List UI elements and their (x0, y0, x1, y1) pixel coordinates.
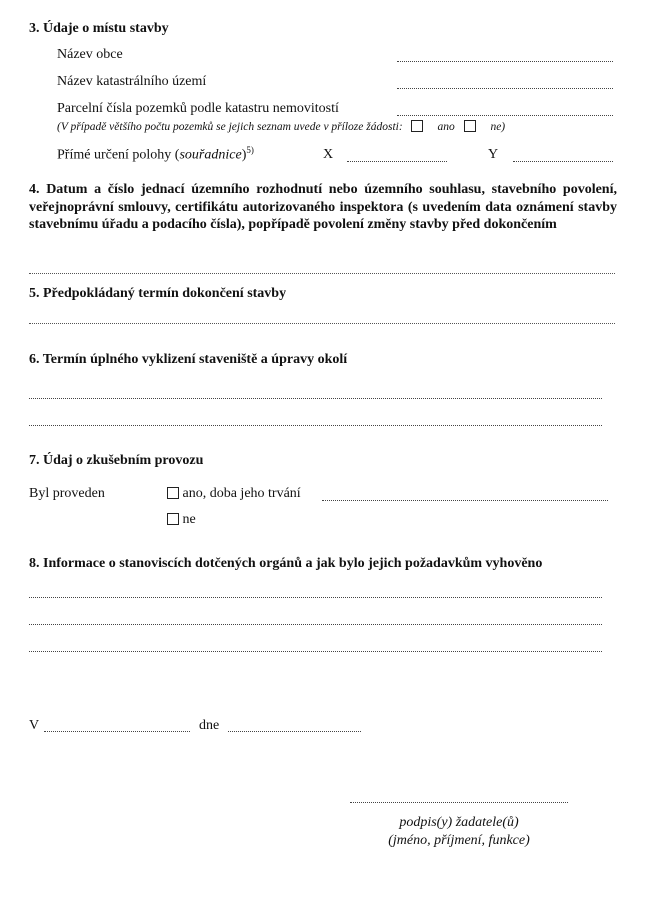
parcel-numbers-label: Parcelní čísla pozemků podle katastru nemovitostí (57, 101, 339, 116)
x-coordinate-field[interactable] (347, 161, 447, 162)
cadastral-area-label: Název katastrálního území (57, 74, 207, 89)
signature-caption: podpis(y) žadatele(ů) (399, 815, 519, 830)
section-6-field-2[interactable] (29, 425, 602, 426)
x-coordinate-label: X (323, 147, 334, 162)
trial-yes-checkbox[interactable] (167, 487, 179, 499)
place-label: V (29, 718, 40, 733)
attachment-no-checkbox[interactable] (464, 120, 476, 132)
section-3-heading: 3. Údaje o místu stavby (29, 21, 169, 36)
section-4-field[interactable] (29, 273, 615, 274)
position-label: Přímé určení polohy (souřadnice)$^{5)}$ (57, 145, 254, 163)
trial-duration-field[interactable] (322, 500, 608, 501)
municipality-label: Název obce (57, 47, 123, 62)
footnote-marker: 5) (246, 145, 254, 155)
date-field[interactable] (228, 731, 361, 732)
section-5-field[interactable] (29, 323, 615, 324)
trial-no-label: ne (182, 512, 196, 527)
y-coordinate-label: Y (488, 147, 499, 162)
signature-field[interactable] (350, 802, 568, 803)
date-label: dne (199, 718, 220, 733)
section-7-heading: 7. Údaj o zkušebním provozu (29, 453, 204, 468)
trial-yes-option (167, 486, 301, 502)
attachment-yes-checkbox[interactable] (411, 120, 423, 132)
trial-operation-label: Byl proveden (29, 486, 105, 501)
parcel-note (57, 120, 505, 133)
section-8-field-3[interactable] (29, 651, 602, 652)
parcel-note-text: (V případě většího počtu pozemků se jejich seznam uvede v příloze žádosti: (57, 121, 403, 133)
signature-caption-details: (jméno, příjmení, funkce) (388, 833, 530, 848)
section-8-field-1[interactable] (29, 597, 602, 598)
parcel-numbers-field[interactable] (397, 115, 613, 116)
section-8-heading: 8. Informace o stanoviscích dotčených orgánů a jak bylo jejich požadavkům vyhověno (29, 556, 543, 571)
section-8-field-2[interactable] (29, 624, 602, 625)
place-field[interactable] (44, 731, 190, 732)
section-4-heading: 4. Datum a číslo jednací územního rozhodnutí nebo územního souhlasu, stavebního povolení, veřejnoprávní smlouvy, certifikátu autorizovaného inspektora (s uvedením data oznámení stavby stavebnímu úřadu a podacího čísla), popřípadě povolení změny stavby před dokončením (29, 182, 617, 232)
trial-no-checkbox[interactable] (167, 513, 179, 525)
attachment-yes-label: ano (437, 121, 455, 133)
trial-no-option (167, 512, 196, 528)
trial-yes-label: ano, doba jeho trvání (182, 486, 301, 501)
attachment-no-label: ne) (490, 121, 506, 133)
section-5-heading: 5. Předpokládaný termín dokončení stavby (29, 286, 287, 301)
y-coordinate-field[interactable] (513, 161, 613, 162)
section-6-field-1[interactable] (29, 398, 602, 399)
municipality-field[interactable] (397, 61, 613, 62)
section-6-heading: 6. Termín úplného vyklizení staveniště a úpravy okolí (29, 352, 348, 367)
cadastral-area-field[interactable] (397, 88, 613, 89)
